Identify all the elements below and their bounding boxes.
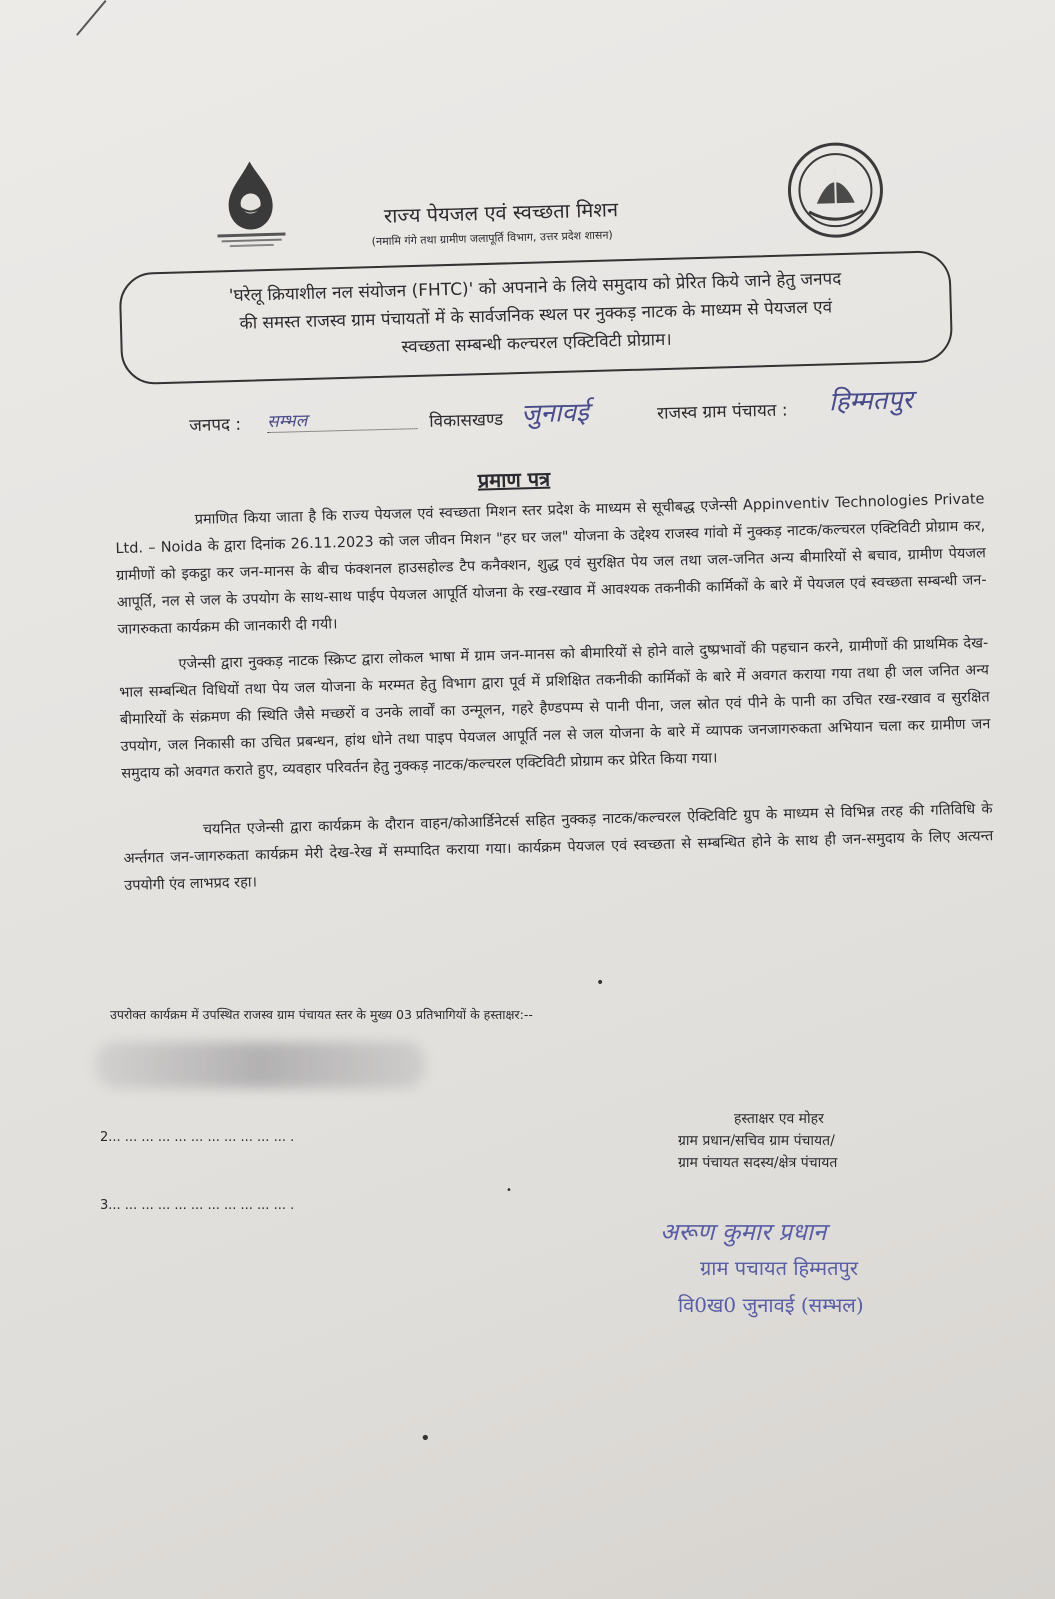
paragraph-3 (123, 796, 995, 900)
panchayat-label: राजस्व ग्राम पंचायत : (656, 400, 788, 424)
paragraph-1-text: प्रमाणित किया जाता है कि राज्य पेयजल एवं स्वच्छता मिशन स्तर प्रदेश के माध्यम से सूचीबद्ध एजेन्सी Appinventiv Technologies Private Ltd. – Noida के द्वारा दिनांक 26.11.2023 को जल जीवन मिशन "हर घर जल" योजना के उद्देश्य राजस्व गांवो में नुक्कड़ नाटक/कल्चरल एक्टिविटी प्रोग्राम कर, ग्रामीणों को इकट्ठा कर जन-मानस के बीच फंक्शनल हाउसहोल्ड टैप कनैक्शन, शुद्ध एवं सुरक्षित पेय जल तथा जल-जनित अन्य बीमारियों से बचाव, ग्रामीण पेयजल आपूर्ति, नल से जल के उपयोग के साथ-साथ पाईप पेयजल आपूर्ति योजना के रख-रखाव में आवश्यक तकनीकी कार्मिकों के बारे में पेयजल एवं स्वच्छता सम्बन्धी जन-जागरुकता कार्यक्रम की जानकारी दी गयी। (115, 491, 987, 639)
stamp-line-3: वि0ख0 जुनावई (सम्भल) (678, 1293, 864, 1317)
certificate-body (0, 367, 1055, 914)
seal-caption (678, 1108, 837, 1174)
sign-caption-2: ग्राम प्रधान/सचिव ग्राम पंचायत/ (678, 1133, 835, 1149)
program-line: की समस्त राजस्व ग्राम पंचायतों में के सार्वजनिक स्थल पर नुक्कड़ नाटक के माध्यम से पेयजल एवं (239, 297, 833, 334)
org-title: राज्य पेयजल एवं स्वच्छता मिशन (383, 197, 619, 228)
pradhan-stamp (660, 1215, 864, 1318)
signature-section (0, 1000, 1055, 1560)
ink-dot: • (596, 975, 605, 991)
org-subtitle: (नमामि गंगे तथा ग्रामीण जलापूर्ति विभाग, उत्तर प्रदेश शासन) (371, 228, 613, 249)
block-value: जुनावई (520, 397, 590, 430)
stamp-signature: अरूण कुमार प्रधान (660, 1218, 827, 1246)
letterhead (0, 0, 1055, 414)
paragraph-2-text: एजेन्सी द्वारा नुक्कड़ नाटक स्क्रिप्ट द्वारा लोकल भाषा में ग्राम जन-मानस को बीमारियों से होने वाले दुष्प्रभावों की पहचान करने, ग्रामीणों की प्राथमिक देख-भाल सम्बन्धित विधियों तथा पेय जल योजना के मरम्मत हेतु विभाग द्वारा पूर्व में प्रशिक्षित तकनीकी कार्मिकों के बारे में अवगत कराया गया तथा ही जल जनित अन्य बीमारियों के संक्रमण की स्थिति जैसे मच्छरों व उनके लार्वों का उन्मूलन, गहरे हैण्डपम्प से पानी पीना, जल स्रोत एवं पीने के पानी का उचित रख-रखाव व सुरक्षित उपयोग, जल निकासी का उचित प्रबन्धन, हांथ धोने तथा पाइप पेयजल आपूर्ति नल से जल योजना के बारे में व्यापक जनजागरुकता अभियान चला कर ग्रामीण जन समुदाय को अवगत कराते हुए, व्यवहार परिवर्तन हेतु नुक्कड़ नाटक/कल्चरल एक्टिविटी प्रोग्राम कर प्रेरित किया गया। (119, 635, 991, 783)
program-line: 'घरेलू क्रियाशील नल संयोजन (FHTC)' को अपनाने के लिये समुदाय को प्रेरित किये जाने हेतु जनपद (228, 269, 842, 307)
program-title-box (118, 250, 953, 385)
signature-line-2: 2... ... ... ... ... ... ... ... ... ... ... . (100, 1130, 295, 1145)
redacted-signature (95, 1042, 425, 1088)
sign-caption-1: हस्ताक्षर एव मोहर (734, 1111, 824, 1127)
paragraph-1 (114, 486, 987, 644)
paragraph-3-text: चयनित एजेन्सी द्वारा कार्यक्रम के दौरान वाहन/कोआर्डिनेटर्स सहित नुक्कड़ नाटक/कल्चरल ऐक्टिविटि ग्रुप के माध्यम से विभिन्न तरह की गतिविधि के अर्न्तगत जन-जागरुकता कार्यक्रम मेरी देख-रेख में सम्पादित कराया गया। कार्यक्रम पेयजल एवं स्वच्छता से सम्बन्धित होने के साथ ही जन-समुदाय के लिए अत्यन्त उपयोगी एंव लाभप्रद रहा। (123, 801, 994, 894)
certificate-heading: प्रमाण पत्र (477, 466, 551, 493)
stamp-line-2: ग्राम पचायत हिम्मतपुर (700, 1256, 859, 1280)
district-value-text: सम्भल (266, 411, 308, 433)
block-label: विकासखण्ड (428, 409, 504, 432)
signature-line-3: 3... ... ... ... ... ... ... ... ... ... ... . (100, 1198, 295, 1213)
attendance-note: उपरोक्त कार्यक्रम में उपस्थित राजस्व ग्राम पंचायत स्तर के मुख्य 03 प्रतिभागियों के हस्ताक्षर:-- (110, 1007, 533, 1022)
district-label: जनपद : (189, 414, 242, 437)
paragraph-2 (118, 630, 991, 788)
ink-dot: • (420, 1428, 431, 1449)
sign-caption-3: ग्राम पंचायत सदस्य/क्षेत्र पंचायत (678, 1155, 838, 1171)
water-drop-logo-icon (209, 156, 291, 248)
district-value (267, 405, 418, 433)
state-emblem-seal-icon (785, 140, 886, 241)
panchayat-value: हिम्मतपुर (828, 385, 914, 418)
ink-dot: • (506, 1185, 512, 1196)
program-line: स्वच्छता सम्बन्धी कल्चरल एक्टिविटी प्रोग्राम। (401, 329, 672, 358)
location-fields (189, 387, 970, 451)
